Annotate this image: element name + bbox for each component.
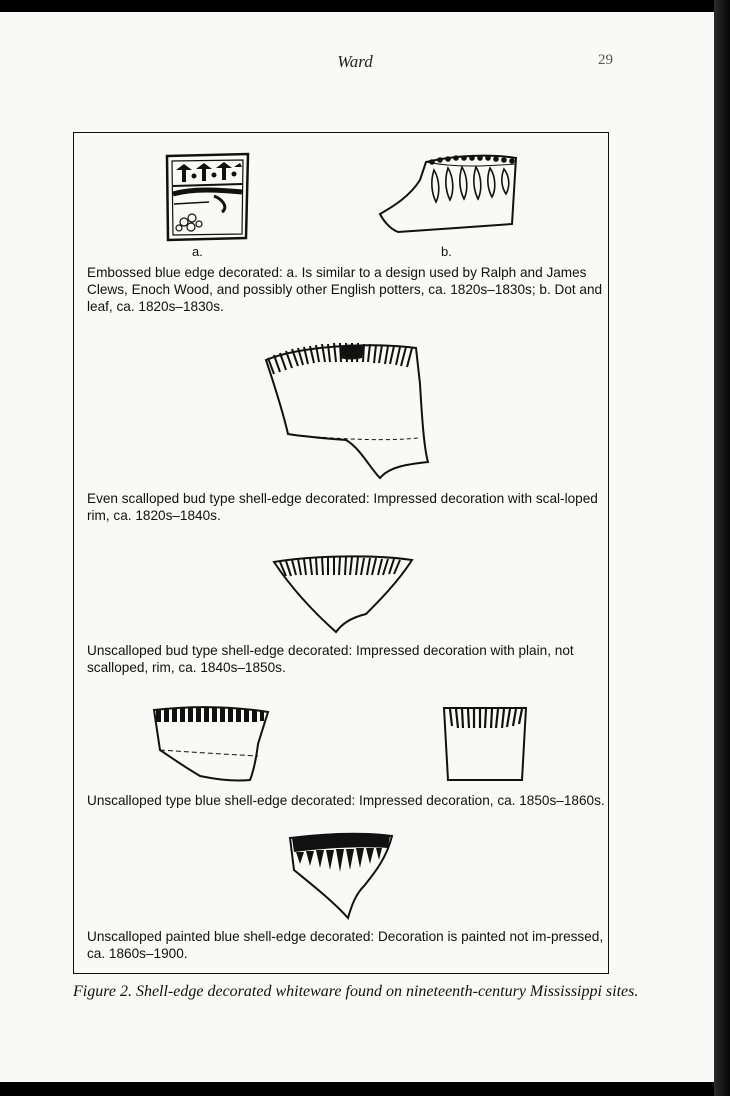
unscalloped-bud-caption: Unscalloped bud type shell-edge decorated: Impressed decoration with plain, not scalloped, rim, ca. 1840s–1850s. [87,643,574,675]
painted-sherd-drawing [286,830,396,922]
unscalloped-type-sherd-left-drawing [150,704,272,784]
unscalloped-bud-sherd-drawing [270,552,416,634]
running-head: Ward [337,52,373,71]
painted-caption: Unscalloped painted blue shell-edge decorated: Decoration is painted not im-pressed, ca. 1860s–1900. [87,929,604,961]
figure-caption: Figure 2. Shell-edge decorated whiteware found on nineteenth-century Mississippi sites. [73,983,639,1000]
sherd-b-drawing [376,152,522,236]
sherd-b-label: b. [441,244,452,259]
unscalloped-type-sherd-right-drawing [438,704,530,784]
sherd-a-label: a. [192,244,203,259]
even-scalloped-sherd-drawing [260,338,436,482]
embossed-caption: Embossed blue edge decorated: a. Is similar to a design used by Ralph and James Clews, Enoch Wood, and possibly other English potters, ca. 1820s–1830s; b. Dot and leaf, ca. 1820s–1830s. [87,265,603,314]
sherd-a-drawing [164,152,252,242]
page-number: 29 [598,52,613,68]
unscalloped-type-caption: Unscalloped type blue shell-edge decorated: Impressed decoration, ca. 1850s–1860s. [87,793,605,808]
scan-edge [714,0,730,1096]
even-scalloped-caption: Even scalloped bud type shell-edge decorated: Impressed decoration with scal-loped rim, ca. 1820s–1840s. [87,491,598,523]
